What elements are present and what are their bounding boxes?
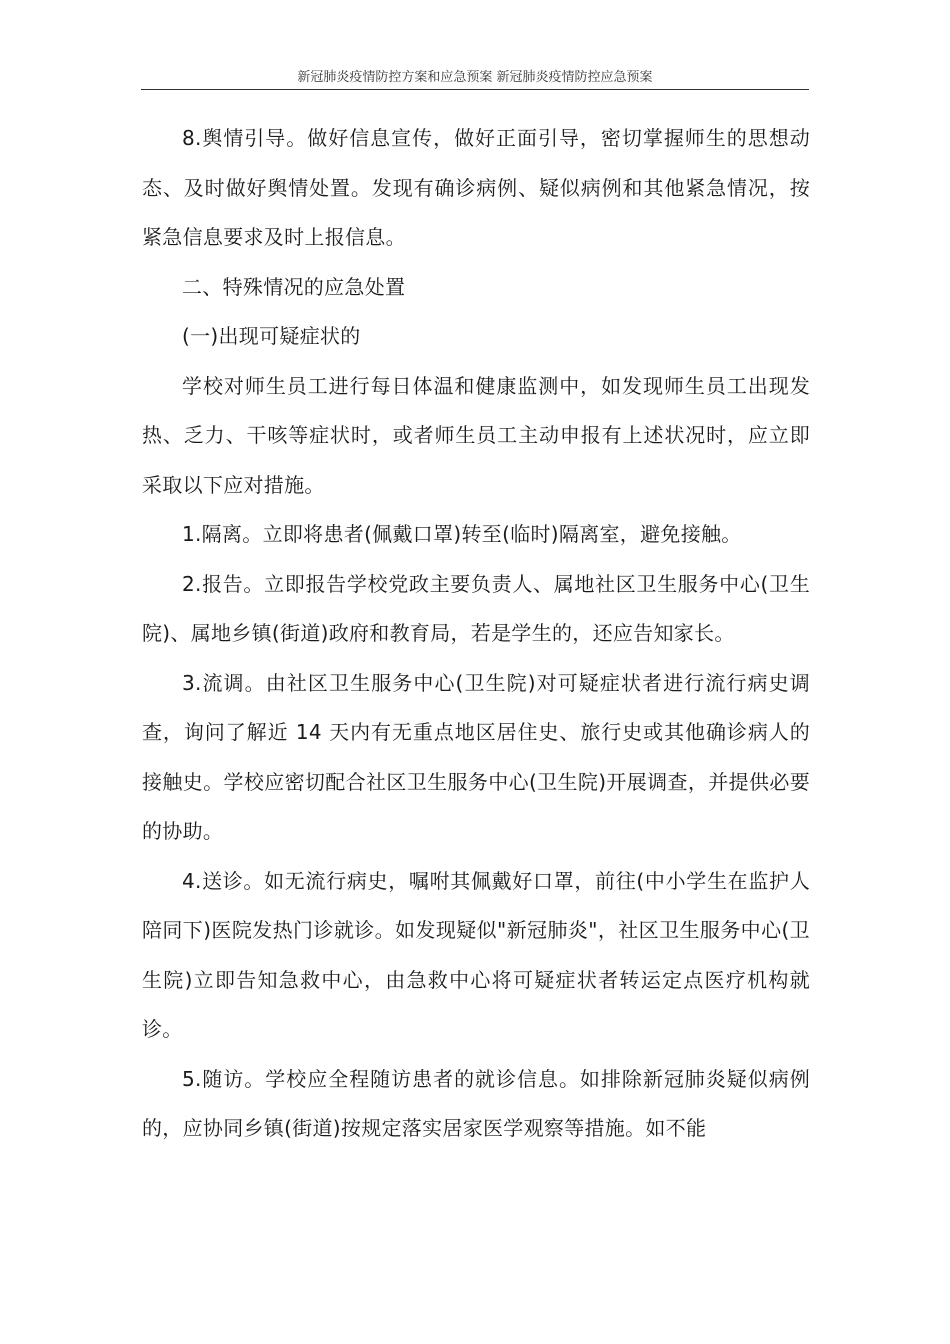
- paragraph-monitoring: 学校对师生员工进行每日体温和健康监测中，如发现师生员工出现发热、乏力、干咳等症状时，或者师生员工主动申报有上述状况时，应立即采取以下应对措施。: [142, 373, 810, 497]
- running-header: 新冠肺炎疫情防控方案和应急预案 新冠肺炎疫情防控应急预案: [141, 68, 809, 90]
- paragraph-isolation: 1.隔离。立即将患者(佩戴口罩)转至(临时)隔离室，避免接触。: [182, 522, 742, 546]
- paragraph-epidemiology: 3.流调。由社区卫生服务中心(卫生院)对可疑症状者进行流行病史调查，询问了解近 14 天内有无重点地区居住史、旅行史或其他确诊病人的接触史。学校应密切配合社区卫生服务中心(卫生院)开展调查，并提供必要的协助。: [142, 670, 810, 843]
- paragraph-report: 2.报告。立即报告学校党政主要负责人、属地社区卫生服务中心(卫生院)、属地乡镇(街道)政府和教育局，若是学生的，还应告知家长。: [142, 571, 810, 645]
- paragraph-public-opinion: 8.舆情引导。做好信息宣传，做好正面引导，密切掌握师生的思想动态、及时做好舆情处置。发现有确诊病例、疑似病例和其他紧急情况，按紧急信息要求及时上报信息。: [142, 126, 810, 249]
- subsection-heading-suspicious-symptoms: (一)出现可疑症状的: [182, 324, 361, 348]
- document-body: [142, 114, 810, 1154]
- paragraph-follow-up: 5.随访。学校应全程随访患者的就诊信息。如排除新冠肺炎疑似病例的，应协同乡镇(街道)按规定落实居家医学观察等措施。如不能: [142, 1066, 810, 1140]
- paragraph-referral: 4.送诊。如无流行病史，嘱咐其佩戴好口罩，前往(中小学生在监护人陪同下)医院发热门诊就诊。如发现疑似"新冠肺炎"，社区卫生服务中心(卫生院)立即告知急救中心，由急救中心将可疑症状者转运定点医疗机构就诊。: [142, 868, 810, 1041]
- section-heading-special-cases: 二、特殊情况的应急处置: [182, 274, 406, 299]
